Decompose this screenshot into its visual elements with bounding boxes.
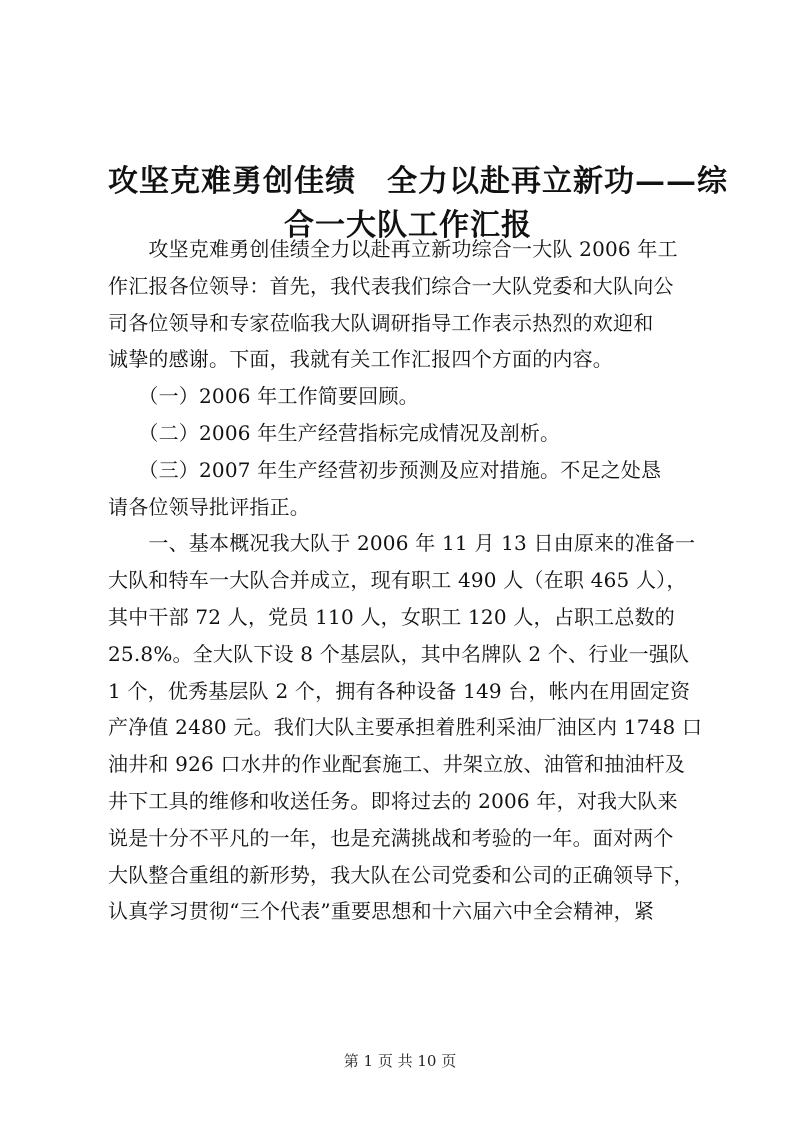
text-line: 产净值 2480 元。我们大队主要承担着胜利采油厂油区内 1748 口 bbox=[108, 715, 703, 740]
text-line: 作汇报各位领导：首先，我代表我们综合一大队党委和大队向公 bbox=[108, 273, 674, 298]
text-line: 25.8%。全大队下设 8 个基层队，其中名牌队 2 个、行业一强队 bbox=[108, 641, 690, 666]
title-line: 合一大队工作汇报 bbox=[284, 208, 532, 244]
text-line: （二）2006 年生产经营指标完成情况及剖析。 bbox=[108, 420, 561, 445]
text-line: 油井和 926 口水井的作业配套施工、井架立放、油管和抽油杆及 bbox=[108, 752, 686, 777]
text-line: 井下工具的维修和收送任务。即将过去的 2006 年，对我大队来 bbox=[108, 788, 678, 813]
paragraph-intro bbox=[108, 231, 714, 378]
paragraph-item-2 bbox=[108, 415, 714, 452]
text-line: （三）2007 年生产经营初步预测及应对措施。不足之处恳 bbox=[108, 457, 662, 482]
paragraph-overview bbox=[108, 525, 714, 930]
text-line: 大队和特车一大队合并成立，现有职工 490 人（在职 465 人）， bbox=[108, 568, 687, 593]
text-line: 说是十分不平凡的一年，也是充满挑战和考验的一年。面对两个 bbox=[108, 825, 674, 850]
text-line: 攻坚克难勇创佳绩全力以赴再立新功综合一大队 2006 年工 bbox=[108, 237, 678, 261]
paragraph-item-1 bbox=[108, 378, 714, 415]
text-line: 司各位领导和专家莅临我大队调研指导工作表示热烈的欢迎和 bbox=[108, 310, 654, 335]
text-line: 其中干部 72 人，党员 110 人，女职工 120 人，占职工总数的 bbox=[108, 604, 675, 629]
title-line: 攻坚克难勇创佳绩 全力以赴再立新功——综 bbox=[108, 164, 728, 200]
text-line: 认真学习贯彻“三个代表”重要思想和十六届六中全会精神，紧 bbox=[108, 899, 655, 924]
document-body bbox=[108, 231, 714, 930]
text-line: 一、基本概况我大队于 2006 年 11 月 13 日由原来的准备一 bbox=[108, 531, 696, 556]
text-line: 1 个，优秀基层队 2 个，拥有各种设备 149 台，帐内在用固定资 bbox=[108, 678, 691, 703]
text-line: 请各位领导批评指正。 bbox=[108, 494, 310, 519]
page-footer: 第 1 页 共 10 页 bbox=[343, 1052, 457, 1070]
paragraph-item-3 bbox=[108, 452, 714, 526]
text-line: （一）2006 年工作简要回顾。 bbox=[108, 384, 419, 409]
text-line: 诚挚的感谢。下面，我就有关工作汇报四个方面的内容。 bbox=[108, 347, 613, 372]
text-line: 大队整合重组的新形势，我大队在公司党委和公司的正确领导下， bbox=[108, 862, 694, 887]
